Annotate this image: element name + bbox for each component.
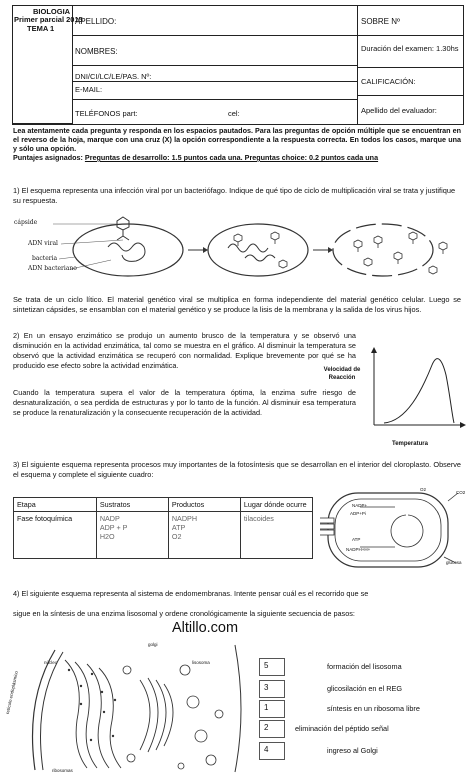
enzyme-activity-graph [362, 345, 467, 440]
order-num-2: 3 [264, 683, 269, 692]
order-step-4: eliminación del péptido señal [295, 724, 389, 733]
nombres-label: NOMBRES: [75, 47, 118, 56]
label-glucosa: glucosa [446, 560, 462, 565]
sobre-label: SOBRE Nº [361, 17, 400, 26]
order-step-3: síntesis en un ribosoma libre [327, 704, 420, 713]
header-sustratos: Sustratos [96, 498, 168, 512]
header-etapa: Etapa [14, 498, 97, 512]
label-atp: ATP [352, 537, 361, 542]
bacteria-cell-2 [208, 224, 308, 276]
dni-cell[interactable] [73, 66, 358, 82]
order-box-1[interactable] [259, 658, 285, 676]
phage-attached [117, 217, 129, 240]
apellido-label: APELLIDO: [75, 17, 117, 26]
cell-productos[interactable]: NADPH ATP O2 [168, 512, 240, 559]
label-co2: CO2 [456, 490, 466, 495]
label-capside: cápside [14, 219, 38, 226]
watermark: Altillo.com [172, 620, 239, 636]
order-step-2: glicosilación en el REG [327, 684, 403, 693]
nombres-cell[interactable] [73, 36, 358, 66]
label-bacteria: bacteria [32, 255, 58, 262]
order-num-3: 1 [264, 703, 269, 712]
label-adn-viral: ADN viral [28, 240, 58, 247]
telefonos-cell[interactable] [73, 100, 358, 124]
q2-question: 2) En un ensayo enzimático se produjo un aumento brusco de la temperatura y se observó una disminución en la actividad enzimática, tal como se muestra en el gráfico. Al disminuir la temperatura se observó que la actividad enzimática se recuperó con normalidad. Explique brevemente por qué se ha producido ese efecto sobre la actividad enzimática. [13, 331, 356, 370]
q4-question-line2: sigue en la síntesis de una enzima lisosomal y ordene cronológicamente la siguiente secuencia de pasos: [13, 609, 355, 618]
order-num-1: 5 [264, 661, 269, 670]
tema-label: TEMA 1 [27, 24, 55, 33]
sobre-cell [358, 6, 463, 36]
label-lisosoma: lisosoma [192, 660, 210, 665]
email-cell[interactable] [73, 82, 358, 100]
instructions-line: Lea atentamente cada pregunta y responda en los espacios pautados. Para las preguntas de opción múltiple que se encuentran en el reverso de la hoja, marque con una cruz (X) la opción correspondiente a la respuesta correcta. En todos los casos, marque una y sólo una opción. [13, 126, 461, 153]
evaluador-label: Apellido del evaluador: [361, 106, 437, 115]
golgi-stack [140, 678, 173, 752]
photosynthesis-table [13, 497, 313, 559]
cell-sustratos[interactable]: NADP ADP + P H2O [96, 512, 168, 559]
duracion-label: Duración del examen: 1.30hs [361, 44, 459, 53]
puntajes-label: Puntajes asignados: [13, 153, 85, 162]
label-golgi: golgi [148, 642, 158, 647]
q3-question: 3) El siguiente esquema representa procesos muy importantes de la fotosíntesis que se desarrollan en el interior del cloroplasto. Observe el esquema y complete el siguiente cuadro: [13, 460, 461, 479]
order-box-2[interactable] [259, 680, 285, 698]
calvin-cycle [391, 515, 423, 547]
label-o2: O2 [420, 487, 427, 492]
order-box-4[interactable] [259, 720, 285, 738]
header-lugar: Lugar dónde ocurre [240, 498, 312, 512]
bacteria-cell-1 [73, 224, 183, 276]
nucleus-envelope [33, 650, 56, 770]
duracion-cell [358, 36, 463, 68]
table-row [14, 512, 313, 559]
bacterial-dna [108, 243, 145, 261]
cell-lugar[interactable]: tilacoides [240, 512, 312, 559]
q1-answer: Se trata de un ciclo lítico. El material genético viral se multiplica en forma independiente del material genético celular. Luego se sintetizan cápsides, se ensamblan con el material genético y se produce la lisis de la membrana y la salida de los virus hijos. [13, 295, 461, 314]
evaluador-cell [358, 96, 463, 124]
table-header-row [14, 498, 313, 512]
telefonos-label: TELÉFONOS part: [75, 109, 138, 118]
label-line-bacteria [59, 257, 75, 259]
graph-xlabel: Temperatura [392, 441, 428, 447]
ribosomes [68, 669, 116, 741]
calificacion-label: CALIFICACIÓN: [361, 77, 416, 86]
label-retículo: retículo endoplásmico [4, 670, 19, 715]
calificacion-cell [358, 68, 463, 96]
order-box-3[interactable] [259, 700, 285, 718]
label-nadp: NADP+ [352, 503, 368, 508]
rer-cisternae [65, 660, 121, 768]
label-ribosomas: ribosomas [52, 768, 73, 773]
email-label: E-MAIL: [75, 85, 103, 94]
label-adn-bacteriano: ADN bacteriano [28, 265, 77, 272]
q4-question-line1: 4) El siguiente esquema representa al sistema de endomembranas. Intente pensar cuál es el recorrido que se [13, 589, 369, 598]
cel-label: cel: [228, 109, 240, 118]
order-num-4: 2 [264, 723, 269, 732]
label-adp: ADP+Pi [350, 511, 366, 516]
activity-curve [384, 359, 454, 423]
instructions-text [13, 126, 461, 162]
order-num-5: 4 [264, 745, 269, 754]
apellido-cell[interactable] [73, 6, 358, 36]
graph-ylabel: Velocidad de Reacción [323, 367, 361, 381]
bacteriophage-diagram [13, 212, 461, 282]
puntajes-text: Preguntas de desarrollo: 1.5 puntos cada una. Preguntas choice: 0.2 puntos cada una [84, 153, 379, 162]
exam-label: Primer parcial 2015 [14, 15, 83, 24]
header-productos: Productos [168, 498, 240, 512]
q2-answer: Cuando la temperatura supera el valor de la temperatura óptima, la enzima sufre riesgo de desnaturalización, o sea perdida de estructuras y por lo tanto de la función. Al disminuir esa temperatura se produce la renaturalización y la consecuente recuperación de la actividad. [13, 388, 356, 417]
order-step-1: formación del lisosoma [327, 662, 402, 671]
dni-label: DNI/CI/LC/LE/PAS. Nº: [75, 72, 152, 81]
label-nadph: NADPH+H+ [346, 547, 371, 552]
q1-question: 1) El esquema representa una infección viral por un bacteriófago. Indique de qué tipo de ciclo de multiplicación viral se trata y justifique su respuesta. [13, 186, 456, 205]
plasma-membrane [235, 645, 241, 772]
order-box-5[interactable] [259, 742, 285, 760]
bacteria-cell-3 [333, 224, 433, 276]
order-step-5: ingreso al Golgi [327, 746, 378, 755]
header-title-cell [13, 6, 83, 124]
label-nucleo: núcleo [44, 660, 58, 665]
subject-label: BIOLOGIA [33, 7, 71, 16]
header-box [12, 5, 464, 125]
thylakoid-stack [320, 518, 334, 535]
cell-etapa[interactable]: Fase fotoquímica [14, 512, 97, 559]
label-line-adn-bact [71, 260, 111, 269]
